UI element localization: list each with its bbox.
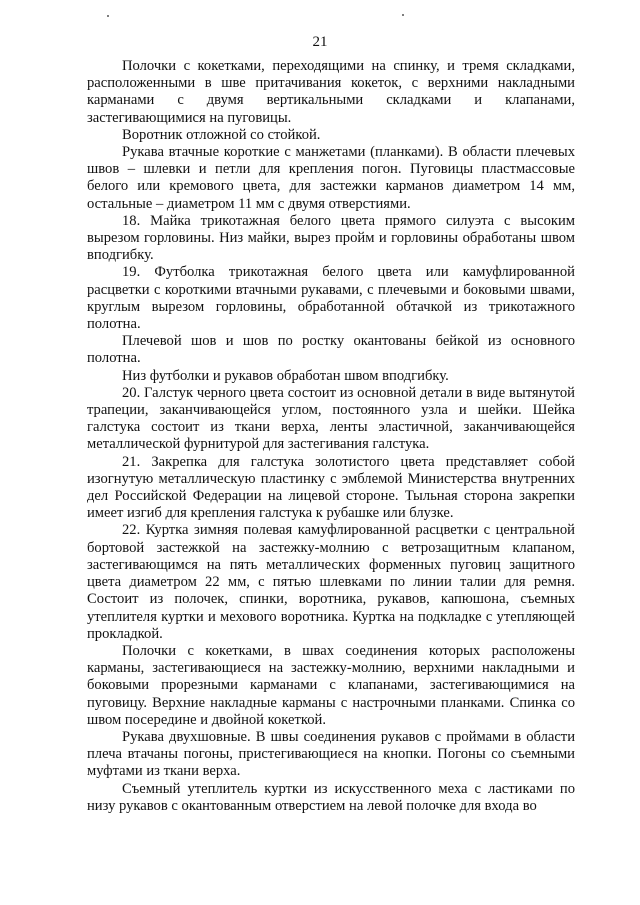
scan-speck bbox=[107, 15, 109, 17]
paragraph: Воротник отложной со стойкой. bbox=[122, 126, 321, 143]
paragraph: 21. Закрепка для галстука золотистого цвета представляет собой изогнутую металлическую пластинку с эмблемой Министерства внутренних дел Российской Федерации на лицевой стороне. Тыльная сторона закрепки имеет изгиб для крепления галстука к рубашке или блузке. bbox=[87, 453, 575, 522]
paragraph: Рукава втачные короткие с манжетами (планками). В области плечевых швов – шлевки и петли для крепления погон. Пуговицы пластмассовые белого или кремового цвета, для застежки карманов диаметром 14 мм, остальные – диаметром 11 мм с двумя отверстиями. bbox=[87, 144, 575, 212]
paragraph: Съемный утеплитель куртки из искусственного меха с ластиками по низу рукавов с окантованным отверстием на левой полочке для входа во bbox=[87, 780, 575, 814]
paragraph: Рукава двухшовные. В швы соединения рукавов с проймами в области плеча втачаны погоны, пристегивающиеся на кнопки. Погоны со съемными муфтами из ткани верха. bbox=[87, 728, 575, 780]
paragraph: 19. Футболка трикотажная белого цвета или камуфлированной расцветки с короткими втачными рукавами, с плечевыми и боковыми швами, круглым вырезом горловины, обработанной обтачкой из трикотажного полотна. bbox=[87, 264, 575, 333]
paragraph: 22. Куртка зимняя полевая камуфлированной расцветки с центральной бортовой застежкой на застежку-молнию с ветрозащитным клапаном, застегивающимся на пять металлических форменных пуговиц защитного цвета диаметром 22 мм, с пятью шлевками по линии талии для ремня. Состоит из полочек, спинки, воротника, рукавов, капюшона, съемных утеплителя куртки и мехового воротника. Куртка на подкладке с утепляющей прокладкой. bbox=[87, 522, 575, 642]
paragraph: 20. Галстук черного цвета состоит из основной детали в виде вытянутой трапеции, заканчивающейся углом, постоянного узла и шейки. Шейка галстука состоит из ткани верха, ленты эластичной, заканчивающейся металлической фурнитурой для застегивания галстука. bbox=[87, 384, 575, 453]
page-number: 21 bbox=[312, 34, 328, 50]
paragraph: Плечевой шов и шов по ростку окантованы бейкой из основного полотна. bbox=[87, 333, 575, 367]
document-body bbox=[87, 58, 575, 815]
paragraph: Полочки с кокетками, переходящими на спинку, и тремя складками, расположенными в шве притачивания кокеток, с верхними накладными карманами с двумя вертикальными складками и клапанами, застегивающимися на пуговицы. bbox=[87, 58, 575, 126]
paragraph: 18. Майка трикотажная белого цвета прямого силуэта с высоким вырезом горловины. Низ майки, вырез пройм и горловины обработаны швом вподгибку. bbox=[87, 212, 575, 264]
paragraph: Низ футболки и рукавов обработан швом вподгибку. bbox=[122, 367, 449, 384]
scan-speck bbox=[402, 14, 404, 16]
paragraph: Полочки с кокетками, в швах соединения которых расположены карманы, застегивающиеся на застежку-молнию, верхними накладными и боковыми прорезными карманами с клапанами, застегивающимися на пуговицу. Верхние накладные карманы с настрочными планками. Спинка со швом посередине и двойной кокеткой. bbox=[87, 642, 575, 728]
